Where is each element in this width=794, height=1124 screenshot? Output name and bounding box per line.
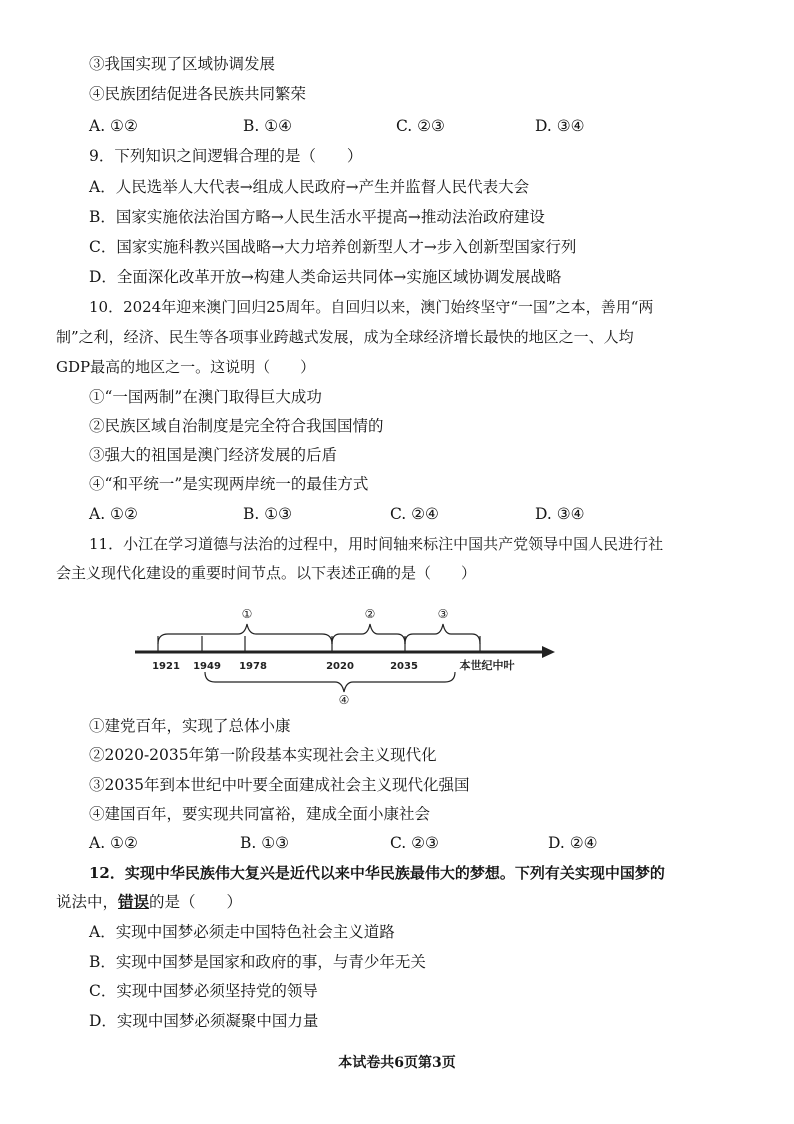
- page-footer: 本试卷共6页第3页: [338, 1055, 456, 1071]
- q9-choice-b: B．国家实施依法治国方略→人民生活水平提高→推动法治政府建设: [89, 208, 545, 226]
- tick-label-1978: 1978: [239, 661, 267, 672]
- brace-label-4: ④: [338, 693, 350, 707]
- q11-option-b: B. ①③: [240, 834, 290, 852]
- brace-label-3: ③: [437, 607, 449, 621]
- q10-stem-line-3: GDP最高的地区之一。这说明（ ）: [56, 358, 316, 376]
- q11-option-a: A. ①②: [89, 834, 138, 852]
- q12-stem-prefix: 说法中，: [56, 893, 119, 911]
- tick-label-1921: 1921: [152, 661, 180, 672]
- brace-4: [205, 672, 455, 692]
- q10-stem-line-2: 制”之利，经济、民生等各项事业跨越式发展，成为全球经济增长最快的地区之一、人均: [56, 328, 634, 346]
- q8-option-d: D. ③④: [535, 117, 585, 135]
- q12-stem-line-2: [56, 892, 242, 912]
- q8-item-4: ④民族团结促进各民族共同繁荣: [89, 85, 307, 103]
- q11-item-4: ④建国百年，要实现共同富裕，建成全面小康社会: [89, 805, 431, 823]
- q9-choice-a: A．人民选举人大代表→组成人民政府→产生并监督人民代表大会: [89, 178, 530, 196]
- brace-label-2: ②: [364, 607, 376, 621]
- q10-option-c: C. ②④: [390, 505, 439, 523]
- q12-choice-d: D．实现中国梦必须凝聚中国力量: [89, 1012, 319, 1030]
- q12-stem-emphasis: 错误: [118, 892, 150, 911]
- brace-2: [332, 624, 405, 644]
- q10-option-a: A. ①②: [89, 505, 138, 523]
- q10-item-2: ②民族区域自治制度是完全符合我国国情的: [89, 417, 384, 435]
- q9-choice-c: C．国家实施科教兴国战略→大力培养创新型人才→步入创新型国家行列: [89, 238, 577, 256]
- timeline-figure: [130, 600, 560, 710]
- brace-label-1: ①: [241, 607, 253, 621]
- q10-option-d: D. ③④: [535, 505, 585, 523]
- q12-choice-c: C．实现中国梦必须坚持党的领导: [89, 982, 318, 1000]
- timeline-arrowhead: [542, 646, 555, 658]
- q11-option-c: C. ②③: [390, 834, 439, 852]
- q8-option-b: B. ①④: [243, 117, 293, 135]
- q8-option-a: A. ①②: [89, 117, 138, 135]
- tick-label-2035: 2035: [390, 661, 418, 672]
- q12-stem-suffix: 的是（ ）: [149, 893, 243, 911]
- tick-label-1949: 1949: [193, 661, 221, 672]
- q8-option-c: C. ②③: [396, 117, 445, 135]
- brace-3: [405, 624, 480, 644]
- q10-item-1: ①“一国两制”在澳门取得巨大成功: [89, 388, 322, 406]
- q11-option-d: D. ②④: [548, 834, 598, 852]
- q10-option-b: B. ①③: [243, 505, 293, 523]
- q12-stem-line-1: 12．实现中华民族伟大复兴是近代以来中华民族最伟大的梦想。下列有关实现中国梦的: [89, 864, 665, 882]
- q11-stem-line-1: 11．小江在学习道德与法治的过程中，用时间轴来标注中国共产党领导中国人民进行社: [89, 535, 664, 553]
- q12-choice-b: B．实现中国梦是国家和政府的事，与青少年无关: [89, 953, 426, 971]
- q9-choice-d: D．全面深化改革开放→构建人类命运共同体→实施区域协调发展战略: [89, 268, 562, 286]
- q10-item-4: ④“和平统一”是实现两岸统一的最佳方式: [89, 475, 369, 493]
- q9-stem: 9．下列知识之间逻辑合理的是（ ）: [89, 147, 363, 165]
- tick-label-2020: 2020: [326, 661, 354, 672]
- q10-stem-line-1: 10．2024年迎来澳门回归25周年。自回归以来，澳门始终坚守“一国”之本，善用“两: [89, 298, 654, 316]
- q11-item-3: ③2035年到本世纪中叶要全面建成社会主义现代化强国: [89, 776, 470, 794]
- q11-item-1: ①建党百年，实现了总体小康: [89, 717, 291, 735]
- q10-item-3: ③强大的祖国是澳门经济发展的后盾: [89, 446, 338, 464]
- q8-item-3: ③我国实现了区域协调发展: [89, 55, 276, 73]
- tick-label-mid-century: 本世纪中叶: [459, 659, 515, 672]
- q11-item-2: ②2020-2035年第一阶段基本实现社会主义现代化: [89, 746, 437, 764]
- q12-choice-a: A．实现中国梦必须走中国特色社会主义道路: [89, 923, 395, 941]
- q11-stem-line-2: 会主义现代化建设的重要时间节点。以下表述正确的是（ ）: [56, 564, 477, 582]
